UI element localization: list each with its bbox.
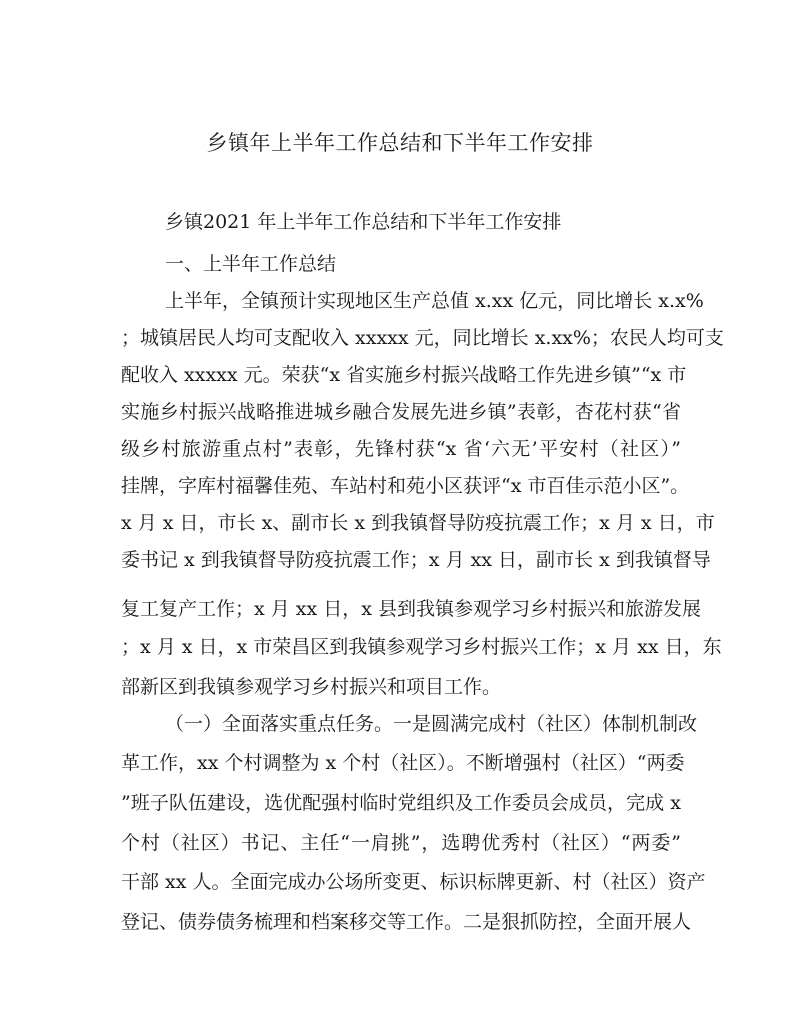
paragraph-line: 革工作，xx 个村调整为 x 个村（社区）。不断增强村（社区）“两委 [121,752,685,774]
paragraph-line: x 月 x 日，市长 x、副市长 x 到我镇督导防疫抗震工作；x 月 x 日，市 [121,512,715,534]
paragraph-line: ；x 月 x 日，x 市荣昌区到我镇参观学习乡村振兴工作；x 月 xx 日，东 [121,636,722,658]
paragraph-line: 个村（社区）书记、主任“一肩挑”，选聘优秀村（社区）“两委” [121,832,681,854]
paragraph-line: 实施乡村振兴战略推进城乡融合发展先进乡镇”表彰，杏花村获“省 [121,401,681,423]
paragraph-line: 复工复产工作；x 月 xx 日，x 县到我镇参观学习乡村振兴和旅游发展 [121,598,702,620]
section-heading: 一、上半年工作总结 [165,253,337,275]
paragraph-line: 级乡村旅游重点村”表彰，先锋村获“x 省‘六无’平安村（社区）” [121,438,681,460]
paragraph-line: 上半年，全镇预计实现地区生产总值 x.xx 亿元，同比增长 x.x% [165,290,704,312]
paragraph-line: 干部 xx 人。全面完成办公场所变更、标识标牌更新、村（社区）资产 [121,871,706,893]
paragraph-line: 登记、债券债务梳理和档案移交等工作。二是狠抓防控，全面开展人 [121,911,692,933]
paragraph-line: ；城镇居民人均可支配收入 xxxxx 元，同比增长 x.xx%；农民人均可支 [121,327,724,349]
paragraph-line: 配收入 xxxxx 元。荣获“x 省实施乡村振兴战略工作先进乡镇”“x 市 [121,364,687,386]
document-title: 乡镇年上半年工作总结和下半年工作安排 [206,131,594,155]
document-subtitle: 乡镇2021 年上半年工作总结和下半年工作安排 [165,211,562,233]
paragraph-line: ”班子队伍建设，选优配强村临时党组织及工作委员会成员，完成 x [121,792,681,814]
paragraph-line: （一）全面落实重点任务。一是圆满完成村（社区）体制机制改 [165,713,698,735]
paragraph-line: 部新区到我镇参观学习乡村振兴和项目工作。 [121,676,502,698]
paragraph-line: 挂牌，字库村福馨佳苑、车站村和苑小区获评“x 市百佳示范小区”。 [121,475,690,497]
paragraph-line: 委书记 x 到我镇督导防疫抗震工作；x 月 xx 日，副市长 x 到我镇督导 [121,549,711,571]
